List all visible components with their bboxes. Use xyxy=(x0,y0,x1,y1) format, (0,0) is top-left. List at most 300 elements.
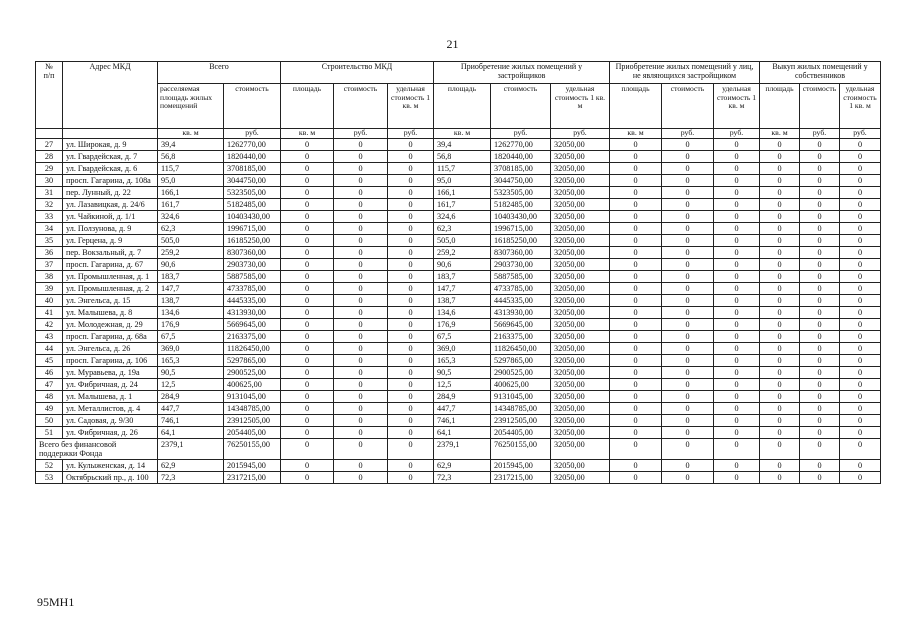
row-number: 35 xyxy=(36,235,63,247)
row-nd-unit: 0 xyxy=(714,187,760,199)
row-con-unit: 0 xyxy=(388,355,434,367)
row-nd-area: 0 xyxy=(610,415,662,427)
row-total-cost: 5669645,00 xyxy=(224,319,281,331)
row-con-cost: 0 xyxy=(334,343,388,355)
row-total-cost: 16185250,00 xyxy=(224,235,281,247)
row-dev-area: 324,6 xyxy=(434,211,491,223)
row-nd-area: 0 xyxy=(610,247,662,259)
row-nd-area: 0 xyxy=(610,283,662,295)
row-address: пер. Лунный, д. 22 xyxy=(63,187,158,199)
row-bo-area: 0 xyxy=(760,472,800,484)
row-total-area: 183,7 xyxy=(158,271,224,283)
row-bo-area: 0 xyxy=(760,163,800,175)
units-address-cell xyxy=(63,129,158,139)
row-nd-unit: 0 xyxy=(714,331,760,343)
row-dev-area: 369,0 xyxy=(434,343,491,355)
row-con-area: 0 xyxy=(281,223,334,235)
row-total-cost: 11826450,00 xyxy=(224,343,281,355)
row-con-cost: 0 xyxy=(334,163,388,175)
row-nd-cost: 0 xyxy=(662,343,714,355)
row-bo-unit: 0 xyxy=(840,247,881,259)
row-con-unit: 0 xyxy=(388,271,434,283)
row-bo-unit: 0 xyxy=(840,151,881,163)
row-address: ул. Энгельса, д. 26 xyxy=(63,343,158,355)
row-con-area: 0 xyxy=(281,415,334,427)
row-nd-cost: 0 xyxy=(662,379,714,391)
row-con-unit: 0 xyxy=(388,427,434,439)
row-bo-unit: 0 xyxy=(840,319,881,331)
row-con-unit: 0 xyxy=(388,319,434,331)
row-nd-area: 0 xyxy=(610,367,662,379)
row-bo-area: 0 xyxy=(760,247,800,259)
row-dev-area: 165,3 xyxy=(434,355,491,367)
row-nd-unit: 0 xyxy=(714,211,760,223)
row-dev-area: 746,1 xyxy=(434,415,491,427)
row-dev-area: 56,8 xyxy=(434,151,491,163)
row-dev-cost: 2317215,00 xyxy=(491,472,551,484)
row-dev-unit: 32050,00 xyxy=(551,307,610,319)
row-total-cost: 2900525,00 xyxy=(224,367,281,379)
row-bo-area: 0 xyxy=(760,199,800,211)
row-number: 48 xyxy=(36,391,63,403)
row-dev-cost: 3708185,00 xyxy=(491,163,551,175)
row-total-area: 64,1 xyxy=(158,427,224,439)
table-row xyxy=(36,139,881,151)
row-dev-area: 447,7 xyxy=(434,403,491,415)
row-con-unit: 0 xyxy=(388,379,434,391)
table-row xyxy=(36,379,881,391)
row-nd-unit: 0 xyxy=(714,271,760,283)
row-nd-unit: 0 xyxy=(714,367,760,379)
row-bo-unit: 0 xyxy=(840,211,881,223)
row-bo-cost: 0 xyxy=(800,151,840,163)
row-bo-unit: 0 xyxy=(840,307,881,319)
units-num-cell xyxy=(36,129,63,139)
row-total-cost: 2054405,00 xyxy=(224,427,281,439)
row-total-area: 134,6 xyxy=(158,307,224,319)
row-nd-unit: 0 xyxy=(714,259,760,271)
row-bo-unit: 0 xyxy=(840,415,881,427)
row-bo-area: 0 xyxy=(760,343,800,355)
row-total-cost: 4445335,00 xyxy=(224,295,281,307)
row-con-unit: 0 xyxy=(388,211,434,223)
row-dev-area: 147,7 xyxy=(434,283,491,295)
row-address: Всего без финансовой поддержки Фонда xyxy=(36,439,158,460)
row-nd-area: 0 xyxy=(610,175,662,187)
row-total-cost: 2903730,00 xyxy=(224,259,281,271)
row-con-unit: 0 xyxy=(388,163,434,175)
table-row xyxy=(36,367,881,379)
row-dev-area: 161,7 xyxy=(434,199,491,211)
row-dev-unit: 32050,00 xyxy=(551,211,610,223)
row-dev-area: 90,5 xyxy=(434,367,491,379)
row-address: ул. Чайкиной, д. 1/1 xyxy=(63,211,158,223)
row-con-unit: 0 xyxy=(388,415,434,427)
row-total-cost: 3044750,00 xyxy=(224,175,281,187)
row-bo-cost: 0 xyxy=(800,427,840,439)
row-dev-cost: 4733785,00 xyxy=(491,283,551,295)
row-total-cost: 1262770,00 xyxy=(224,139,281,151)
row-nd-unit: 0 xyxy=(714,439,760,460)
row-nd-area: 0 xyxy=(610,151,662,163)
row-con-area: 0 xyxy=(281,439,334,460)
row-nd-cost: 0 xyxy=(662,295,714,307)
unit-cell: кв. м xyxy=(760,129,800,139)
row-total-cost: 9131045,00 xyxy=(224,391,281,403)
row-dev-unit: 32050,00 xyxy=(551,391,610,403)
row-total-area: 324,6 xyxy=(158,211,224,223)
row-number: 46 xyxy=(36,367,63,379)
row-nd-unit: 0 xyxy=(714,283,760,295)
row-dev-cost: 76250155,00 xyxy=(491,439,551,460)
row-address: пер. Вокзальный, д. 7 xyxy=(63,247,158,259)
row-total-area: 746,1 xyxy=(158,415,224,427)
row-number: 51 xyxy=(36,427,63,439)
row-con-cost: 0 xyxy=(334,439,388,460)
row-bo-cost: 0 xyxy=(800,235,840,247)
unit-cell: кв. м xyxy=(281,129,334,139)
row-bo-area: 0 xyxy=(760,139,800,151)
row-dev-unit: 32050,00 xyxy=(551,283,610,295)
row-con-area: 0 xyxy=(281,331,334,343)
row-dev-unit: 32050,00 xyxy=(551,247,610,259)
table-row xyxy=(36,283,881,295)
table-row xyxy=(36,391,881,403)
row-con-cost: 0 xyxy=(334,460,388,472)
row-con-unit: 0 xyxy=(388,472,434,484)
row-dev-unit: 32050,00 xyxy=(551,415,610,427)
row-dev-area: 138,7 xyxy=(434,295,491,307)
row-nd-area: 0 xyxy=(610,211,662,223)
sub-dev-unit: удельная стоимость 1 кв. м xyxy=(551,84,610,129)
row-nd-unit: 0 xyxy=(714,223,760,235)
row-total-area: 161,7 xyxy=(158,199,224,211)
row-dev-unit: 32050,00 xyxy=(551,163,610,175)
row-total-cost: 5323505,00 xyxy=(224,187,281,199)
unit-cell: руб. xyxy=(714,129,760,139)
row-number: 47 xyxy=(36,379,63,391)
row-con-cost: 0 xyxy=(334,175,388,187)
row-nd-area: 0 xyxy=(610,163,662,175)
table-row xyxy=(36,331,881,343)
row-con-area: 0 xyxy=(281,391,334,403)
row-bo-unit: 0 xyxy=(840,379,881,391)
row-dev-cost: 2903730,00 xyxy=(491,259,551,271)
row-nd-area: 0 xyxy=(610,343,662,355)
row-dev-unit: 32050,00 xyxy=(551,367,610,379)
table-row xyxy=(36,460,881,472)
row-nd-unit: 0 xyxy=(714,415,760,427)
row-nd-area: 0 xyxy=(610,307,662,319)
row-bo-cost: 0 xyxy=(800,319,840,331)
row-dev-area: 166,1 xyxy=(434,187,491,199)
group-total-header: Всего xyxy=(158,62,281,84)
row-bo-area: 0 xyxy=(760,355,800,367)
row-bo-unit: 0 xyxy=(840,439,881,460)
row-con-area: 0 xyxy=(281,199,334,211)
table-row xyxy=(36,415,881,427)
row-con-cost: 0 xyxy=(334,271,388,283)
row-total-area: 147,7 xyxy=(158,283,224,295)
row-con-area: 0 xyxy=(281,460,334,472)
row-total-cost: 23912505,00 xyxy=(224,415,281,427)
row-number: 43 xyxy=(36,331,63,343)
row-con-area: 0 xyxy=(281,139,334,151)
row-con-cost: 0 xyxy=(334,415,388,427)
row-con-cost: 0 xyxy=(334,151,388,163)
row-nd-cost: 0 xyxy=(662,187,714,199)
row-dev-cost: 8307360,00 xyxy=(491,247,551,259)
row-con-cost: 0 xyxy=(334,199,388,211)
row-nd-unit: 0 xyxy=(714,307,760,319)
row-nd-unit: 0 xyxy=(714,295,760,307)
row-dev-cost: 5887585,00 xyxy=(491,271,551,283)
row-number: 50 xyxy=(36,415,63,427)
row-number: 27 xyxy=(36,139,63,151)
unit-cell: руб. xyxy=(334,129,388,139)
row-bo-cost: 0 xyxy=(800,460,840,472)
table-body xyxy=(36,139,881,484)
row-nd-cost: 0 xyxy=(662,391,714,403)
row-con-area: 0 xyxy=(281,271,334,283)
row-bo-unit: 0 xyxy=(840,139,881,151)
row-nd-unit: 0 xyxy=(714,403,760,415)
row-nd-area: 0 xyxy=(610,271,662,283)
row-total-area: 284,9 xyxy=(158,391,224,403)
row-nd-unit: 0 xyxy=(714,199,760,211)
col-num-header: № п/п xyxy=(36,62,63,129)
row-con-unit: 0 xyxy=(388,247,434,259)
row-address: ул. Металлистов, д. 4 xyxy=(63,403,158,415)
row-nd-unit: 0 xyxy=(714,175,760,187)
row-total-cost: 5887585,00 xyxy=(224,271,281,283)
row-number: 52 xyxy=(36,460,63,472)
row-dev-cost: 14348785,00 xyxy=(491,403,551,415)
row-address: ул. Фибричная, д. 24 xyxy=(63,379,158,391)
row-con-cost: 0 xyxy=(334,319,388,331)
row-bo-unit: 0 xyxy=(840,187,881,199)
row-nd-unit: 0 xyxy=(714,319,760,331)
row-dev-area: 39,4 xyxy=(434,139,491,151)
row-con-unit: 0 xyxy=(388,223,434,235)
page-number: 21 xyxy=(446,37,459,51)
row-number: 44 xyxy=(36,343,63,355)
row-address: ул. Малышева, д. 1 xyxy=(63,391,158,403)
row-con-cost: 0 xyxy=(334,247,388,259)
row-address: просп. Гагарина, д. 67 xyxy=(63,259,158,271)
row-nd-area: 0 xyxy=(610,223,662,235)
row-number: 30 xyxy=(36,175,63,187)
resettlement-table xyxy=(35,61,881,484)
row-total-cost: 14348785,00 xyxy=(224,403,281,415)
group-construction-header: Строительство МКД xyxy=(281,62,434,84)
row-dev-area: 64,1 xyxy=(434,427,491,439)
row-bo-cost: 0 xyxy=(800,259,840,271)
row-bo-cost: 0 xyxy=(800,295,840,307)
row-nd-cost: 0 xyxy=(662,247,714,259)
row-bo-area: 0 xyxy=(760,151,800,163)
group-purchase-nondev-header: Приобретение жилых помещений у лиц, не являющихся застройщиком xyxy=(610,62,760,84)
row-dev-unit: 32050,00 xyxy=(551,139,610,151)
row-dev-unit: 32050,00 xyxy=(551,223,610,235)
row-dev-area: 2379,1 xyxy=(434,439,491,460)
row-con-unit: 0 xyxy=(388,175,434,187)
row-bo-cost: 0 xyxy=(800,139,840,151)
row-nd-area: 0 xyxy=(610,460,662,472)
row-con-cost: 0 xyxy=(334,223,388,235)
row-dev-cost: 1996715,00 xyxy=(491,223,551,235)
row-dev-area: 62,3 xyxy=(434,223,491,235)
row-number: 45 xyxy=(36,355,63,367)
row-dev-cost: 10403430,00 xyxy=(491,211,551,223)
row-nd-area: 0 xyxy=(610,472,662,484)
row-con-area: 0 xyxy=(281,151,334,163)
col-address-header: Адрес МКД xyxy=(63,62,158,129)
row-nd-area: 0 xyxy=(610,391,662,403)
row-number: 39 xyxy=(36,283,63,295)
row-dev-unit: 32050,00 xyxy=(551,151,610,163)
row-con-cost: 0 xyxy=(334,472,388,484)
row-number: 28 xyxy=(36,151,63,163)
row-number: 49 xyxy=(36,403,63,415)
row-nd-unit: 0 xyxy=(714,151,760,163)
sub-con-unit: удельная стоимость 1 кв. м xyxy=(388,84,434,129)
row-total-cost: 2015945,00 xyxy=(224,460,281,472)
row-con-area: 0 xyxy=(281,211,334,223)
row-con-cost: 0 xyxy=(334,307,388,319)
row-con-area: 0 xyxy=(281,175,334,187)
row-address: ул. Гвардейская, д. 7 xyxy=(63,151,158,163)
row-dev-cost: 4445335,00 xyxy=(491,295,551,307)
row-dev-unit: 32050,00 xyxy=(551,472,610,484)
row-con-area: 0 xyxy=(281,472,334,484)
row-con-area: 0 xyxy=(281,379,334,391)
row-address: ул. Промышленная, д. 2 xyxy=(63,283,158,295)
sub-con-cost: стоимость xyxy=(334,84,388,129)
row-nd-cost: 0 xyxy=(662,472,714,484)
row-nd-unit: 0 xyxy=(714,355,760,367)
row-con-area: 0 xyxy=(281,259,334,271)
row-nd-unit: 0 xyxy=(714,139,760,151)
row-address: ул. Гвардейская, д. 6 xyxy=(63,163,158,175)
row-address: Октябрьский пр., д. 100 xyxy=(63,472,158,484)
row-bo-unit: 0 xyxy=(840,259,881,271)
row-dev-area: 176,9 xyxy=(434,319,491,331)
row-nd-cost: 0 xyxy=(662,259,714,271)
row-bo-unit: 0 xyxy=(840,403,881,415)
row-bo-unit: 0 xyxy=(840,175,881,187)
row-address: ул. Энгельса, д. 15 xyxy=(63,295,158,307)
row-dev-unit: 32050,00 xyxy=(551,427,610,439)
row-total-area: 447,7 xyxy=(158,403,224,415)
row-bo-cost: 0 xyxy=(800,223,840,235)
row-address: ул. Молодежная, д. 29 xyxy=(63,319,158,331)
row-bo-area: 0 xyxy=(760,379,800,391)
row-con-area: 0 xyxy=(281,283,334,295)
row-dev-cost: 5297865,00 xyxy=(491,355,551,367)
row-con-unit: 0 xyxy=(388,235,434,247)
row-address: ул. Муравьева, д. 19а xyxy=(63,367,158,379)
sub-con-area: площадь xyxy=(281,84,334,129)
row-nd-unit: 0 xyxy=(714,391,760,403)
row-bo-area: 0 xyxy=(760,259,800,271)
unit-cell: руб. xyxy=(491,129,551,139)
row-dev-cost: 4313930,00 xyxy=(491,307,551,319)
row-dev-cost: 1820440,00 xyxy=(491,151,551,163)
table-row xyxy=(36,355,881,367)
row-con-unit: 0 xyxy=(388,307,434,319)
row-nd-unit: 0 xyxy=(714,427,760,439)
row-con-area: 0 xyxy=(281,403,334,415)
row-con-unit: 0 xyxy=(388,331,434,343)
row-nd-unit: 0 xyxy=(714,472,760,484)
sub-dev-area: площадь xyxy=(434,84,491,129)
row-bo-unit: 0 xyxy=(840,223,881,235)
row-bo-area: 0 xyxy=(760,403,800,415)
row-total-area: 90,5 xyxy=(158,367,224,379)
row-dev-cost: 2900525,00 xyxy=(491,367,551,379)
row-dev-cost: 5669645,00 xyxy=(491,319,551,331)
row-number: 41 xyxy=(36,307,63,319)
row-bo-unit: 0 xyxy=(840,331,881,343)
row-nd-area: 0 xyxy=(610,427,662,439)
row-bo-area: 0 xyxy=(760,271,800,283)
row-bo-unit: 0 xyxy=(840,367,881,379)
row-dev-cost: 5323505,00 xyxy=(491,187,551,199)
row-nd-cost: 0 xyxy=(662,355,714,367)
row-number: 29 xyxy=(36,163,63,175)
row-dev-area: 62,9 xyxy=(434,460,491,472)
row-nd-cost: 0 xyxy=(662,175,714,187)
row-con-unit: 0 xyxy=(388,295,434,307)
unit-cell: руб. xyxy=(800,129,840,139)
table-row xyxy=(36,163,881,175)
row-address: ул. Ползунова, д. 9 xyxy=(63,223,158,235)
row-number: 53 xyxy=(36,472,63,484)
row-bo-area: 0 xyxy=(760,187,800,199)
row-dev-cost: 9131045,00 xyxy=(491,391,551,403)
row-number: 36 xyxy=(36,247,63,259)
row-nd-area: 0 xyxy=(610,259,662,271)
row-nd-unit: 0 xyxy=(714,379,760,391)
row-nd-area: 0 xyxy=(610,319,662,331)
row-address: ул. Садовая, д. 9/30 xyxy=(63,415,158,427)
table-row xyxy=(36,319,881,331)
row-nd-cost: 0 xyxy=(662,460,714,472)
row-con-area: 0 xyxy=(281,247,334,259)
row-bo-cost: 0 xyxy=(800,343,840,355)
row-bo-cost: 0 xyxy=(800,403,840,415)
unit-cell: руб. xyxy=(662,129,714,139)
row-total-area: 62,9 xyxy=(158,460,224,472)
row-number: 42 xyxy=(36,319,63,331)
row-address: просп. Гагарина, д. 106 xyxy=(63,355,158,367)
row-bo-unit: 0 xyxy=(840,460,881,472)
row-con-unit: 0 xyxy=(388,391,434,403)
row-con-unit: 0 xyxy=(388,151,434,163)
row-con-area: 0 xyxy=(281,367,334,379)
row-bo-cost: 0 xyxy=(800,307,840,319)
units-row xyxy=(36,129,881,139)
row-bo-area: 0 xyxy=(760,427,800,439)
row-total-area: 12,5 xyxy=(158,379,224,391)
row-number: 33 xyxy=(36,211,63,223)
row-dev-cost: 16185250,00 xyxy=(491,235,551,247)
row-bo-cost: 0 xyxy=(800,355,840,367)
row-dev-unit: 32050,00 xyxy=(551,271,610,283)
table-row xyxy=(36,247,881,259)
unit-cell: руб. xyxy=(551,129,610,139)
